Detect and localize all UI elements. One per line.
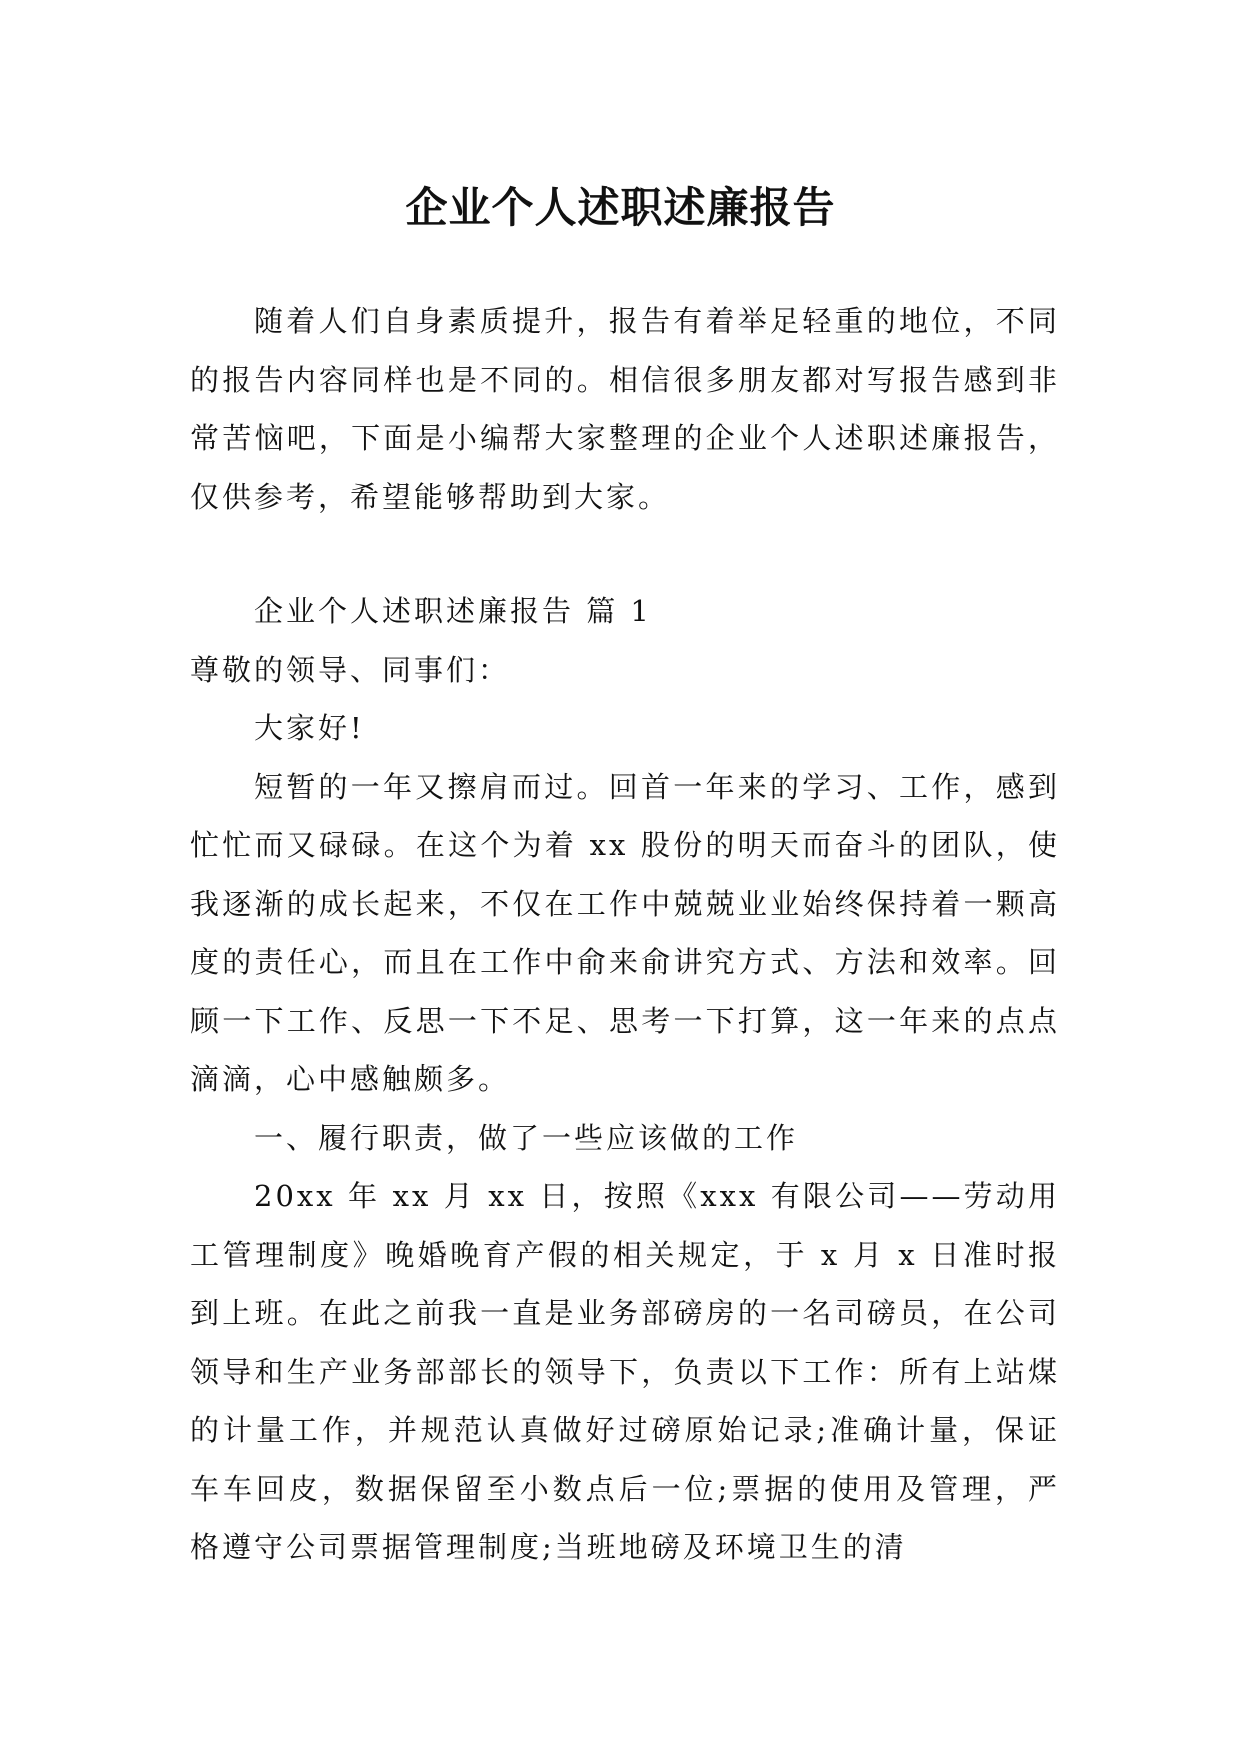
subheading-1: 一、履行职责，做了一些应该做的工作	[254, 1120, 799, 1155]
intro-paragraph: 随着人们自身素质提升，报告有着举足轻重的地位，不同的报告内容同样也是不同的。相信很多朋友都对写报告感到非常苦恼吧，下面是小编帮大家整理的企业个人述职述廉报告，仅供参考，希望能够帮助到大家。	[190, 304, 1060, 514]
section-heading: 企业个人述职述廉报告 篇 1	[254, 594, 652, 628]
paragraph-1: 短暂的一年又擦肩而过。回首一年来的学习、工作，感到忙忙而又碌碌。在这个为着 xx 股份的明天而奋斗的团队，使我逐渐的成长起来，不仅在工作中兢兢业业始终保持着一颗高度的责任心，而且在工作中俞来俞讲究方式、方法和效率。回顾一下工作、反思一下不足、思考一下打算，这一年来的点点滴滴，心中感触颇多。	[190, 769, 1060, 1096]
greeting: 大家好!	[254, 711, 365, 745]
document-body	[190, 292, 1060, 1577]
paragraph-2: 20xx 年 xx 月 xx 日，按照《xxx 有限公司——劳动用工管理制度》晚婚晚育产假的相关规定，于 x 月 x 日准时报到上班。在此之前我一直是业务部磅房的一名司磅员，在公司领导和生产业务部部长的领导下，负责以下工作：所有上站煤的计量工作，并规范认真做好过磅原始记录;准确计量，保证车车回皮，数据保留至小数点后一位;票据的使用及管理，严格遵守公司票据管理制度;当班地磅及环境卫生的清	[190, 1179, 1060, 1564]
paragraph-gap	[190, 526, 1060, 582]
document-title: 企业个人述职述廉报告	[405, 183, 836, 233]
salutation: 尊敬的领导、同事们：	[190, 652, 511, 687]
